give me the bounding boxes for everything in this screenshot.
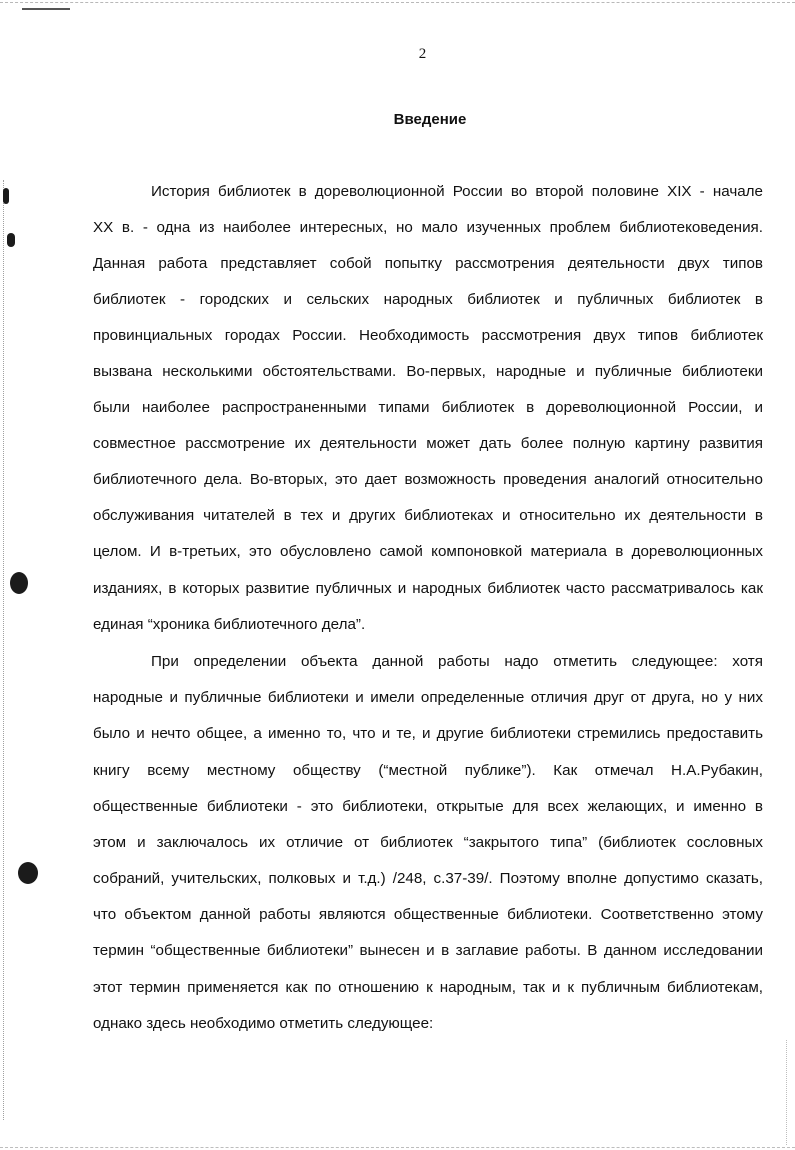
text-line: библиотек - городских и сельских народных библиотек и публичных библиотек в <box>93 291 763 308</box>
text-line: обслуживания читателей в тех и других библиотеках и относительно их деятельности в <box>93 507 763 524</box>
text-line: При определении объекта данной работы надо отметить следующее: хотя <box>151 653 763 670</box>
binding-hole-mark <box>18 862 38 884</box>
text-line: однако здесь необходимо отметить следующее: <box>93 1015 434 1032</box>
page-number: 2 <box>418 46 427 62</box>
text-line: совместное рассмотрение их деятельности может дать более полную картину развития <box>93 435 763 452</box>
text-line: было и нечто общее, а именно то, что и те, и другие библиотеки стремились предоставить <box>93 725 763 742</box>
text-line: были наиболее распространенными типами библиотек в дореволюционной России, и <box>93 399 763 416</box>
text-line: термин “общественные библиотеки” вынесен и в заглавие работы. В данном исследовании <box>93 942 763 959</box>
scan-left-edge <box>3 180 4 1120</box>
text-line: провинциальных городах России. Необходимость рассмотрения двух типов библиотек <box>93 327 763 344</box>
text-line: собраний, учительских, полковых и т.д.) /248, с.37-39/. Поэтому вполне допустимо сказать, <box>93 870 763 887</box>
binding-hole-mark <box>10 572 28 594</box>
text-line: вызвана несколькими обстоятельствами. Во-первых, народные и публичные библиотеки <box>93 363 763 380</box>
text-line: единая “хроника библиотечного дела”. <box>93 616 366 633</box>
binding-hole-mark <box>3 188 9 204</box>
text-line: Данная работа представляет собой попытку рассмотрения деятельности двух типов <box>93 255 763 272</box>
text-line: народные и публичные библиотеки и имели определенные отличия друг от друга, но у них <box>93 689 763 706</box>
text-line: что объектом данной работы являются общественные библиотеки. Соответственно этому <box>93 906 763 923</box>
text-line: XX в. - одна из наиболее интересных, но мало изученных проблем библиотековедения. <box>93 219 763 236</box>
text-line: этом и заключалось их отличие от библиотек “закрытого типа” (библиотек сословных <box>93 834 763 851</box>
text-line: книгу всему местному обществу (“местной публике”). Как отмечал Н.А.Рубакин, <box>93 762 763 779</box>
binding-hole-mark <box>7 233 15 247</box>
text-line: библиотечного дела. Во-вторых, это дает возможность проведения аналогий относительно <box>93 471 763 488</box>
page-title: Введение <box>393 111 467 128</box>
scan-right-edge <box>786 1040 787 1145</box>
text-line: История библиотек в дореволюционной России во второй половине XIX - начале <box>151 183 763 200</box>
scan-bottom-border <box>0 1147 795 1148</box>
text-line: общественные библиотеки - это библиотеки, открытые для всех желающих, и именно в <box>93 798 763 815</box>
scan-top-border <box>0 2 795 3</box>
text-line: этот термин применяется как по отношению к народным, так и к публичным библиотекам, <box>93 979 763 996</box>
text-line: целом. И в-третьих, это обусловлено самой компоновкой материала в дореволюционных <box>93 543 763 560</box>
text-line: изданиях, в которых развитие публичных и народных библиотек часто рассматривалось как <box>93 580 763 597</box>
scan-top-mark <box>22 8 70 10</box>
